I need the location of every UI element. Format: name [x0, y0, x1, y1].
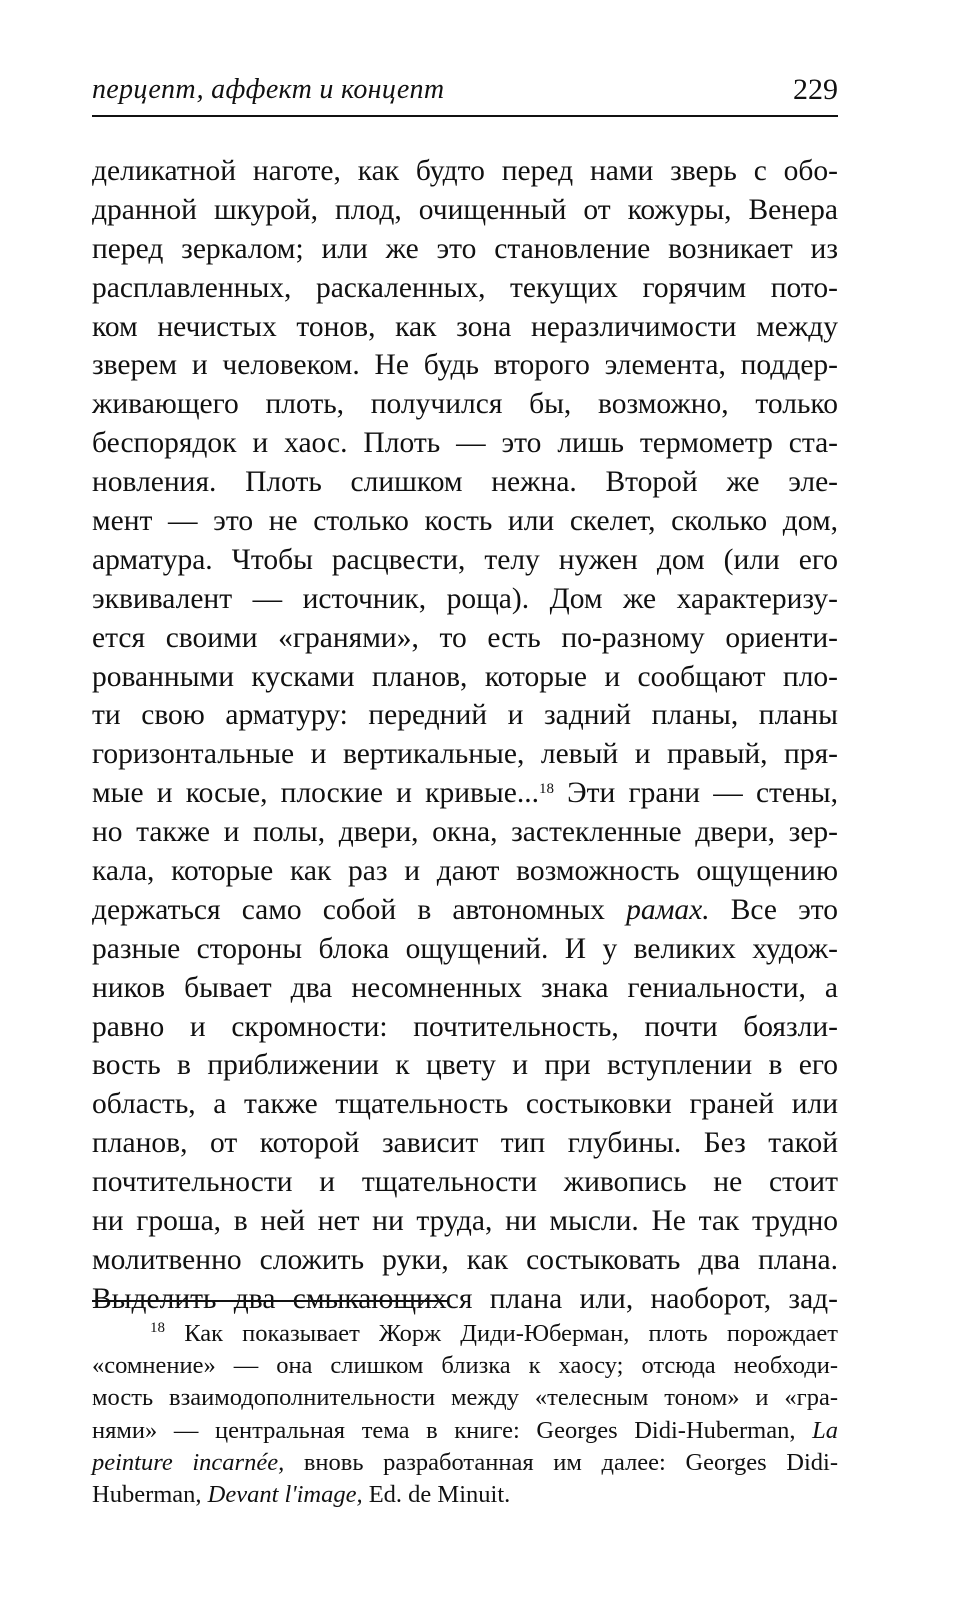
page-number: 229 [793, 73, 838, 106]
text-line: деликатной наготе, как будто перед нами зверь с обо- [92, 155, 838, 187]
footnote-reference: 18 [538, 781, 554, 798]
text-segment: Все это [709, 893, 839, 926]
text-line-with-italic [92, 891, 838, 930]
text-line: ется своими «гранями», то есть по-разному ориенти- [92, 621, 838, 654]
text-line: перед зеркалом; или же это становление возникает из [92, 232, 838, 265]
text-line: ком нечистых тонов, как зона неразличимости между [92, 310, 838, 343]
footnote-line [92, 1415, 838, 1447]
footnote-line [92, 1318, 838, 1350]
text-segment: Huberman, [92, 1480, 208, 1508]
book-page [92, 0, 838, 1601]
text-line: новления. Плоть слишком нежна. Второй же эле- [92, 466, 838, 499]
text-line: молитвенно сложить руки, как состыковать два плана. [92, 1243, 838, 1276]
header-rule [92, 115, 838, 117]
text-segment: вновь разработанная им далее: Georges Didi- [284, 1448, 838, 1476]
italic-title: peinture incarnée, [92, 1448, 285, 1476]
footnote-line [92, 1479, 838, 1511]
text-line: равно и скромности: почтительность, почти боязли- [92, 1010, 838, 1043]
text-line: разные стороны блока ощущений. И у великих худож- [92, 932, 838, 965]
body-text [92, 152, 838, 1319]
text-line: ни гроша, в ней нет ни труда, ни мысли. Не так трудно [92, 1205, 838, 1238]
text-line-with-note-ref [92, 774, 838, 813]
text-segment: Как показывает Жорж Диди-Юберман, плоть порождает [165, 1320, 838, 1347]
footnote-rule [92, 1300, 447, 1302]
text-line: планов, от которой зависит тип глубины. Без такой [92, 1127, 838, 1160]
text-line: Выделить два смыкающихся плана или, наоборот, зад- [92, 1282, 838, 1315]
text-line: эквивалент — источник, роща). Дом же характеризу- [92, 582, 838, 615]
text-line: арматура. Чтобы расцвести, телу нужен дом (или его [92, 543, 838, 576]
footnote-mark: 18 [150, 1320, 165, 1336]
running-title: перцепт, аффект и концепт [92, 74, 445, 105]
text-segment: Эти грани — стены, [553, 777, 839, 810]
footnote-line [92, 1447, 838, 1479]
text-segment: держаться само собой в автономных [92, 893, 605, 926]
footnote-line: мость взаимодополнительности между «телесным тоном» и «гра- [92, 1384, 838, 1412]
footnote [92, 1318, 838, 1511]
italic-title: Devant l'image, [207, 1480, 363, 1508]
text-line: горизонтальные и вертикальные, левый и правый, пря- [92, 738, 838, 771]
text-segment: Ed. de Minuit. [362, 1480, 511, 1508]
running-header [92, 72, 838, 112]
text-line: расплавленных, раскаленных, текущих горячим пото- [92, 271, 838, 304]
text-line: ников бывает два несомненных знака гениальности, а [92, 971, 838, 1004]
italic-title: La [812, 1416, 838, 1444]
text-line: ти свою арматуру: передний и задний планы, планы [92, 699, 838, 732]
text-line: рованными кусками планов, которые и сообщают пло- [92, 660, 838, 693]
text-line: но также и полы, двери, окна, застекленные двери, зер- [92, 816, 838, 849]
text-line: зверем и человеком. Не будь второго элемента, поддер- [92, 349, 838, 382]
text-line: дранной шкурой, плод, очищенный от кожуры, Венера [92, 193, 838, 226]
text-line: вость в приближении к цвету и при вступлении в его [92, 1049, 838, 1082]
text-line: кала, которые как раз и дают возможность ощущению [92, 855, 838, 888]
text-line: область, а также тщательность состыковки граней или [92, 1088, 838, 1121]
text-line: беспорядок и хаос. Плоть — это лишь термометр ста- [92, 427, 838, 460]
italic-term: рамах. [626, 893, 710, 926]
text-line: мент — это не столько кость или скелет, сколько дом, [92, 505, 838, 538]
text-segment: мые и косые, плоские и кривые... [92, 777, 539, 810]
text-segment: нями» — центральная тема в книге: Georges Didi-Huberman, [92, 1416, 796, 1444]
text-line: живающего плоть, получился бы, возможно, только [92, 388, 838, 421]
footnote-line: «сомнение» — она слишком близка к хаосу; отсюда необходи- [92, 1352, 838, 1380]
text-line: почтительности и тщательности живопись не стоит [92, 1166, 838, 1199]
